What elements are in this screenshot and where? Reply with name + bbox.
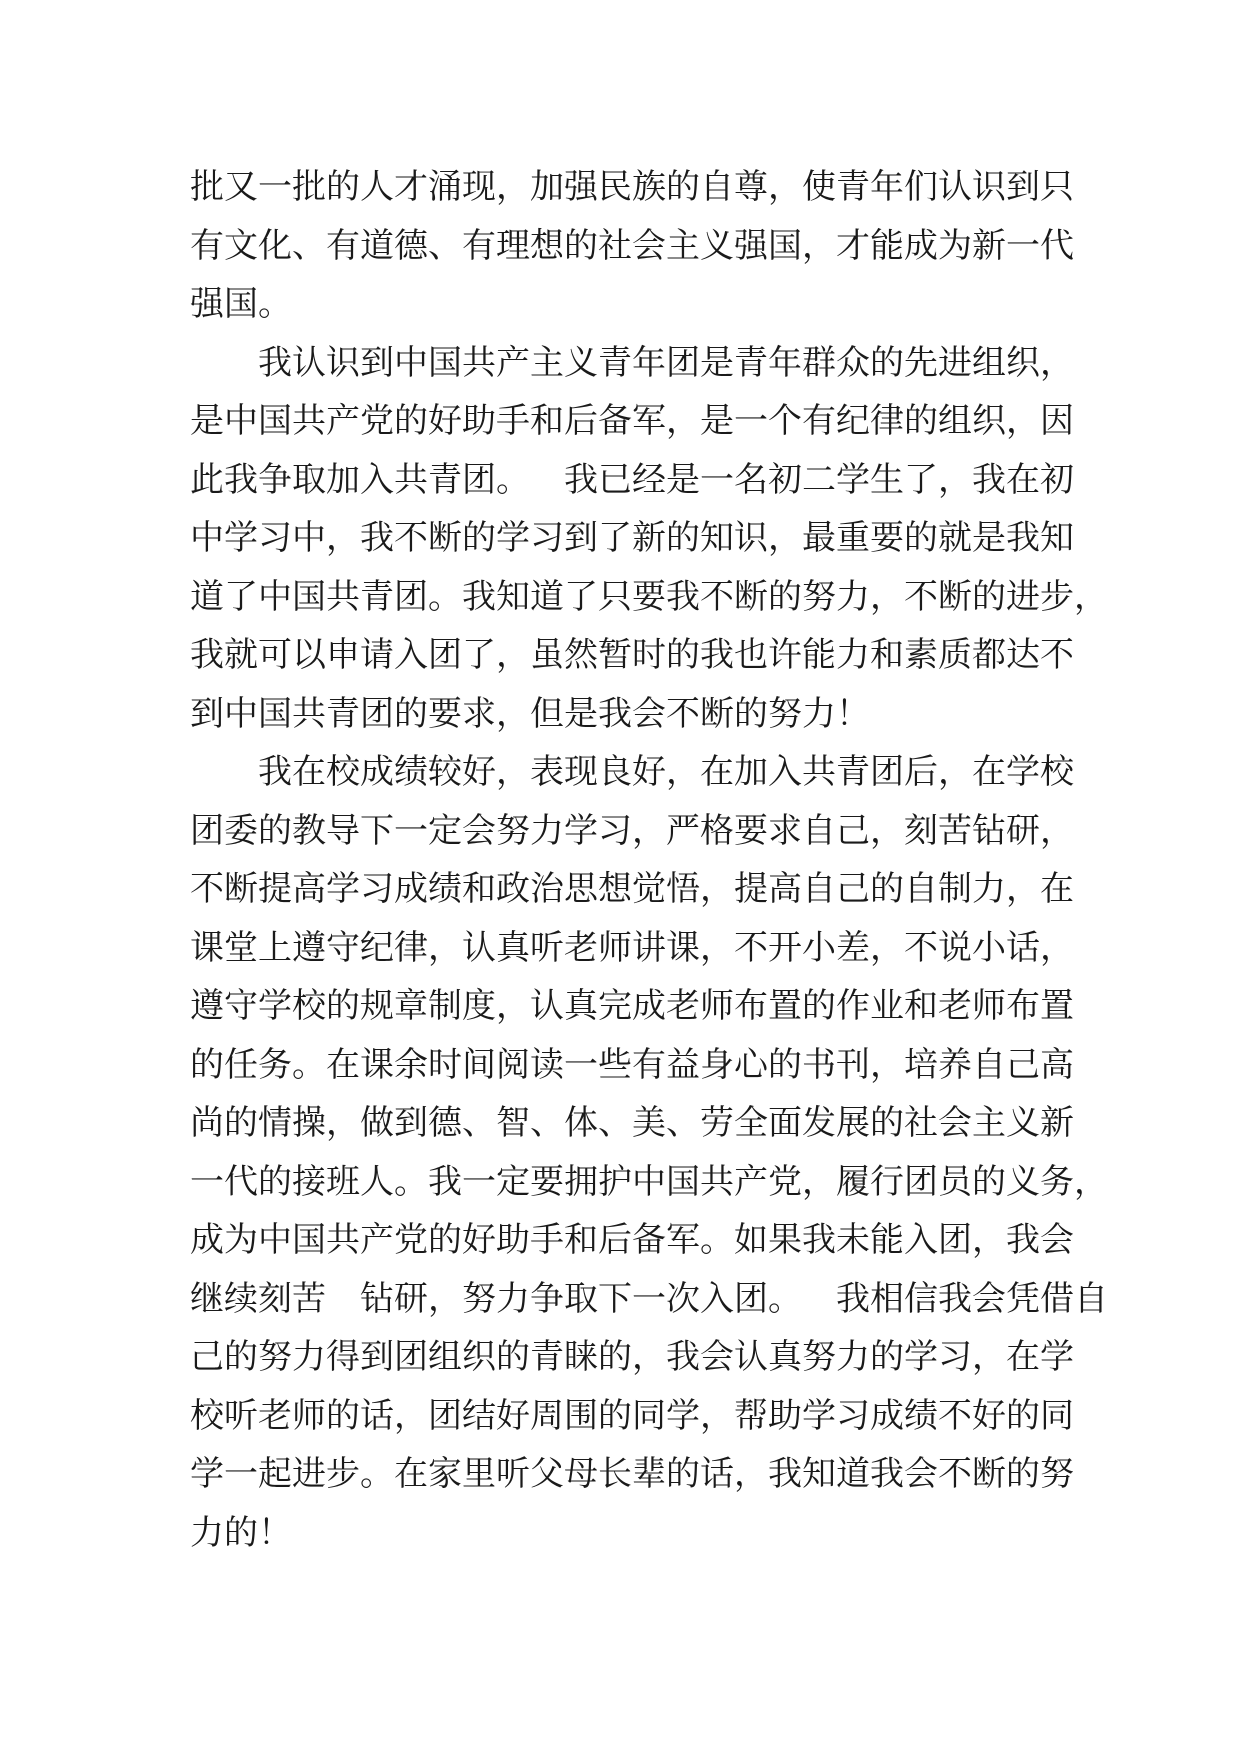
text-line: 是 中 国 共 产 党 的 好 助 手 和 后 备 军 ， 是 一 个 有 纪 律 的 组 织 ， 因 [190,401,1074,441]
text-line: 成 为 中 国 共 产 党 的 好 助 手 和 后 备 军 。 如 果 我 未 能 入 团 ， 我 会 [190,1220,1074,1260]
text-line: 学 一 起 进 步 。 在 家 里 听 父 母 长 辈 的 话 ， 我 知 道 我 会 不 断 的 努 [190,1454,1074,1494]
text-line: 强国。 [190,284,292,324]
text-line: 此 我 争 取 加 入 共 青 团 。 我 已 经 是 一 名 初 二 学 生 了 ， 我 在 初 [190,459,1074,500]
text-line: 道 了 中 国 共 青 团 。 我 知 道 了 只 要 我 不 断 的 努 力 ， 不 断 的 进 步 ， [190,576,1108,617]
text-line: 我 就 可 以 申 请 入 团 了 ， 虽 然 暂 时 的 我 也 许 能 力 和 素 质 都 达 不 [190,635,1074,675]
text-line: 遵 守 学 校 的 规 章 制 度 ， 认 真 完 成 老 师 布 置 的 作 业 和 老 师 布 置 [190,986,1074,1026]
text-line: 的 任 务 。 在 课 余 时 间 阅 读 一 些 有 益 身 心 的 书 刊 ， 培 养 自 己 高 [190,1044,1074,1085]
text-line: 不 断 提 高 学 习 成 绩 和 政 治 思 想 觉 悟 ， 提 高 自 己 的 自 制 力 ， 在 [190,869,1074,909]
text-line: 有 文 化 、 有 道 德 、 有 理 想 的 社 会 主 义 强 国 ， 才 能 成 为 新 一 代 [190,225,1074,266]
text-line: 中 学 习 中 ， 我 不 断 的 学 习 到 了 新 的 知 识 ， 最 重 要 的 就 是 我 知 [190,518,1074,558]
text-line: 尚 的 情 操 ， 做 到 德 、 智 、 体 、 美 、 劳 全 面 发 展 的 社 会 主 义 新 [190,1103,1074,1143]
text-line: 己 的 努 力 得 到 团 组 织 的 青 睐 的 ， 我 会 认 真 努 力 的 学 习 ， 在 学 [190,1337,1074,1377]
body-text [190,158,1108,1562]
text-line: 校 听 老 师 的 话 ， 团 结 好 周 围 的 同 学 ， 帮 助 学 习 成 绩 不 好 的 同 [190,1395,1074,1436]
text-line: 继 续 刻 苦 钻 研 ， 努 力 争 取 下 一 次 入 团 。 我 相 信 我 会 凭 借 自 [190,1278,1108,1319]
text-line: 我 在 校 成 绩 较 好 ， 表 现 良 好 ， 在 加 入 共 青 团 后 ， 在 学 校 [258,752,1074,792]
text-line: 批 又 一 批 的 人 才 涌 现 ， 加 强 民 族 的 自 尊 ， 使 青 年 们 认 识 到 只 [190,167,1074,207]
text-line: 课 堂 上 遵 守 纪 律 ， 认 真 听 老 师 讲 课 ， 不 开 小 差 ， 不 说 小 话 ， [190,927,1074,968]
text-line: 团 委 的 教 导 下 一 定 会 努 力 学 习 ， 严 格 要 求 自 己 ， 刻 苦 钻 研 ， [190,810,1074,851]
text-line: 到中国共青团的要求，但是我会不断的努力！ [190,693,870,734]
text-line: 一 代 的 接 班 人 。 我 一 定 要 拥 护 中 国 共 产 党 ， 履 行 团 员 的 义 务 ， [190,1161,1108,1202]
text-line: 我 认 识 到 中 国 共 产 主 义 青 年 团 是 青 年 群 众 的 先 进 组 织 ， [258,342,1074,383]
text-line: 力的！ [190,1512,292,1553]
